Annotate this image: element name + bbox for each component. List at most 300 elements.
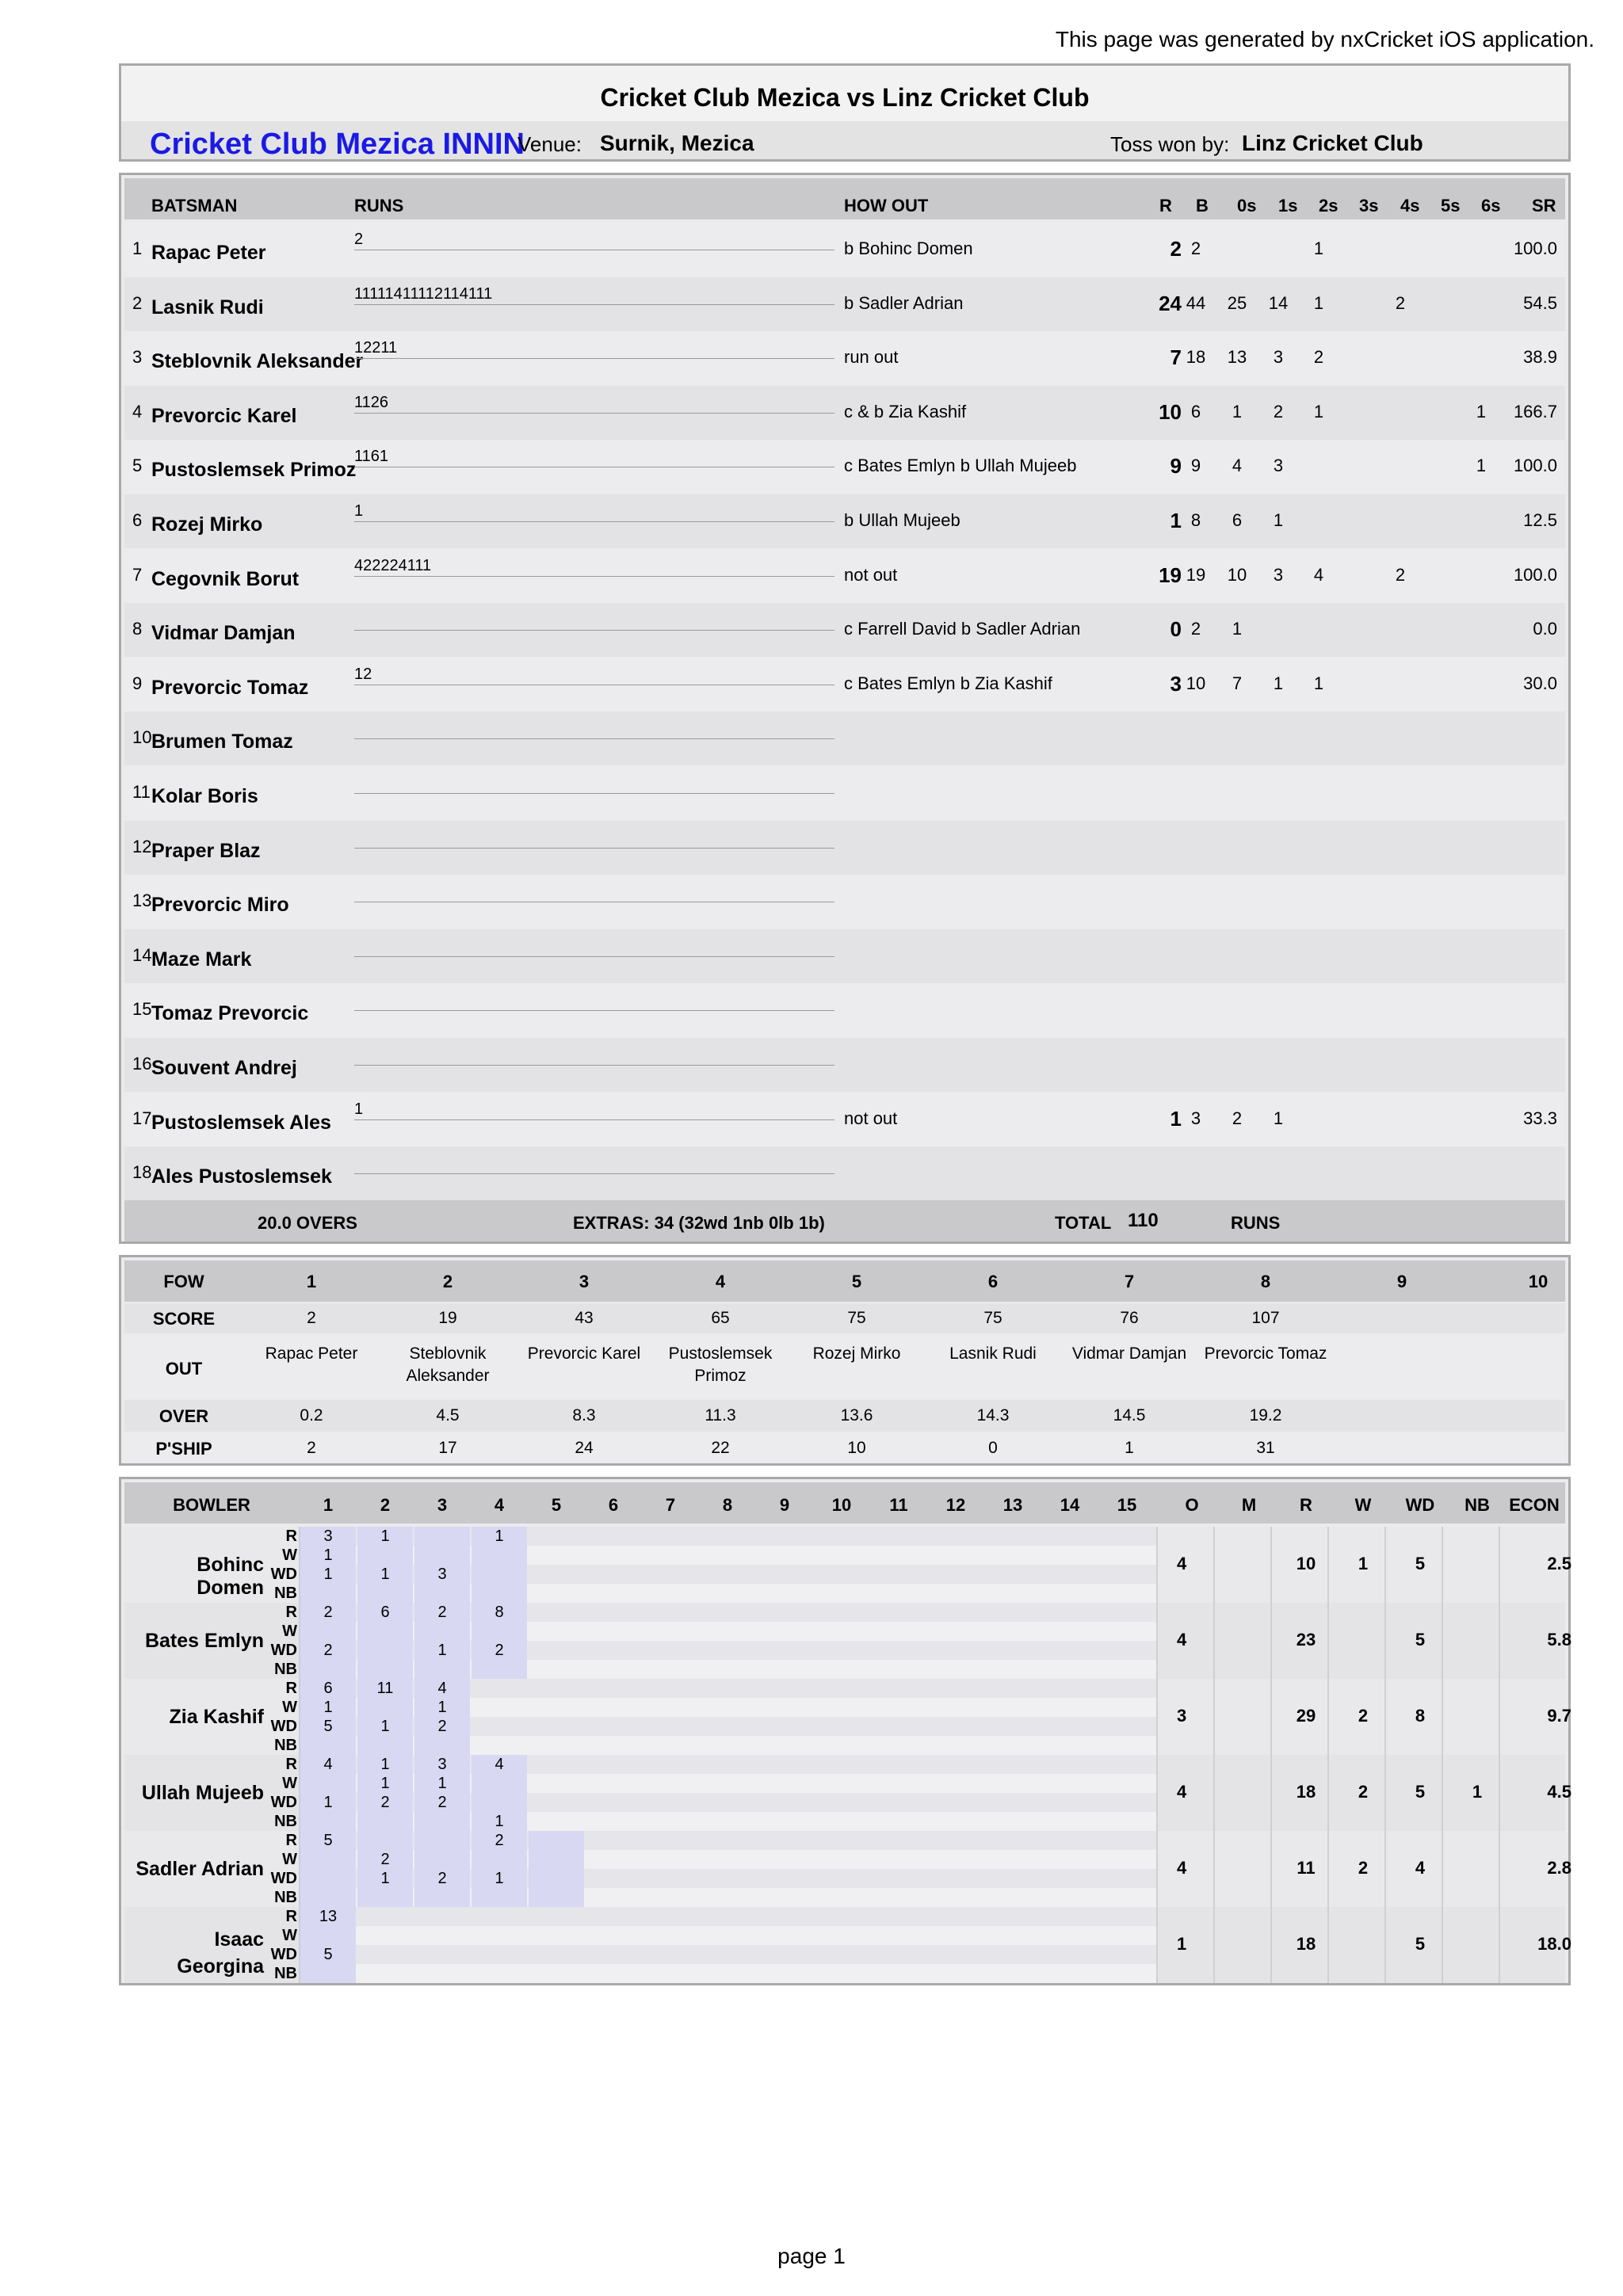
bowling-header-cell: BOWLER [173,1495,250,1515]
batsman-name: Rozej Mirko [151,513,263,536]
sub-row-stripe [300,1945,1158,1964]
over-row [124,1400,1565,1432]
over-cell-wd: 1 [380,1718,390,1735]
out-row [124,1335,1565,1398]
batting-row [124,494,1565,548]
batting-row [124,549,1565,603]
over-cell-w: 1 [323,1547,333,1564]
venue-value: Surnik, Mezica [600,131,754,155]
batting-row [124,875,1565,929]
fow-pship-cell: 22 [711,1439,730,1457]
batsman-number: 12 [132,836,152,856]
header-batsman: BATSMAN [151,196,238,215]
batting-header-row [124,178,1565,219]
bowler-block [124,1755,1571,1831]
bowler-total-r: 11 [1296,1858,1316,1878]
fow-wickets-cell: 7 [1124,1272,1135,1291]
fow-label-score: SCORE [152,1309,216,1329]
batting-card [119,173,1571,1244]
stat-s1: 1 [1273,510,1284,530]
runs-line [354,358,834,359]
stat-b: 2 [1190,619,1201,639]
bowler-block [124,1907,1571,1983]
over-cell-r: 6 [380,1604,390,1621]
bowling-header-cell: 8 [722,1495,733,1515]
stat-b: 19 [1186,564,1206,585]
fow-score-cell: 107 [1251,1309,1280,1327]
strike-rate: 166.7 [1513,401,1557,421]
bowler-total-econ: 18.0 [1537,1934,1571,1954]
bowler-total-w: 2 [1358,1782,1369,1802]
sub-label-nb: NB [274,1585,297,1602]
runs-sequence: 1126 [354,393,389,411]
bowler-name: Ullah Mujeeb [141,1782,264,1804]
batsman-number: 18 [132,1162,152,1183]
batsman-runs: 19 [1159,563,1182,587]
batsman-name: Kolar Boris [151,785,258,807]
column-separator [1156,1527,1158,1983]
bowler-total-o: 4 [1177,1782,1187,1802]
header-5s: 5s [1441,196,1461,215]
bowler-total-o: 4 [1177,1554,1187,1573]
bowler-block [124,1527,1571,1603]
how-out: b Sadler Adrian [844,292,964,313]
stat-s1: 1 [1273,673,1284,693]
bowling-header-cell: ECON [1509,1495,1560,1515]
fow-pship-cell: 0 [988,1439,998,1457]
sub-label-w: W [282,1623,297,1640]
over-cell-r: 1 [380,1756,390,1773]
over-highlight [414,1527,470,1603]
batsman-name: Praper Blaz [151,839,261,862]
stat-s2: 2 [1313,347,1324,368]
fow-out-cell: Lasnik Rudi [949,1344,1037,1363]
bowler-total-r: 18 [1296,1782,1316,1802]
strike-rate: 30.0 [1523,673,1557,693]
stat-s1: 3 [1273,347,1284,368]
over-cell-wd: 2 [437,1870,447,1887]
sub-label-wd: WD [270,1870,297,1887]
batsman-number: 14 [132,944,152,965]
runs-line [354,630,834,631]
innings-team: Cricket Club Mezica INNIN [150,128,525,161]
toss-winner: Linz Cricket Club [1242,131,1423,155]
batting-row [124,277,1565,331]
bowler-block [124,1831,1571,1907]
bowler-total-o: 3 [1177,1706,1187,1726]
over-cell-wd: 1 [323,1566,333,1583]
fow-pship-cell: 1 [1125,1439,1134,1457]
fow-label-fow: FOW [163,1272,204,1291]
strike-rate: 38.9 [1523,347,1557,368]
batsman-number: 13 [132,891,152,911]
stat-s6: 1 [1476,401,1487,421]
batting-row [124,766,1565,820]
bowling-header-cell: 11 [889,1495,908,1515]
fow-over-cell: 13.6 [840,1406,873,1425]
how-out: run out [844,347,899,368]
batsman-name: Prevorcic Miro [151,894,289,917]
batsman-name: Prevorcic Karel [151,404,297,427]
how-out: c Bates Emlyn b Zia Kashif [844,673,1052,693]
stat-s0: 25 [1227,292,1247,313]
batsman-number: 5 [132,456,143,476]
fow-row [124,1261,1565,1302]
runs-line [354,1065,834,1066]
over-cell-r: 8 [495,1604,504,1621]
stat-s0: 1 [1232,401,1243,421]
fow-score-cell: 43 [575,1309,594,1327]
sub-label-wd: WD [270,1794,297,1811]
batsman-runs: 24 [1159,291,1182,315]
header-1s: 1s [1278,196,1298,215]
bowler-block [124,1603,1571,1679]
over-cell-wd: 2 [437,1794,447,1811]
strike-rate: 33.3 [1523,1108,1557,1128]
batsman-number: 11 [132,782,151,802]
fow-over-cell: 4.5 [436,1406,460,1425]
fow-out-cell: Prevorcic Karel [527,1344,641,1363]
batsman-name: Brumen Tomaz [151,730,293,753]
over-cell-r: 13 [319,1908,338,1925]
stat-b: 18 [1186,347,1206,368]
header-4s: 4s [1400,196,1420,215]
batsman-runs: 7 [1170,345,1182,370]
over-highlight [357,1831,413,1907]
sub-label-wd: WD [270,1946,297,1963]
over-cell-r: 4 [323,1756,333,1773]
fow-wickets-cell: 10 [1528,1272,1549,1291]
over-cell-w: 1 [323,1699,333,1716]
fow-score-cell: 2 [307,1309,316,1327]
stat-s4: 2 [1395,292,1406,313]
batting-row [124,711,1565,765]
fow-pship-cell: 31 [1256,1439,1275,1457]
over-cell-wd: 1 [380,1870,390,1887]
header-sr: SR [1532,196,1556,215]
over-cell-r: 3 [323,1527,333,1545]
over-cell-wd: 1 [437,1642,447,1659]
stat-b: 3 [1190,1108,1201,1128]
batting-row [124,1038,1565,1092]
batsman-name: Ales Pustoslemsek [151,1165,332,1188]
batting-row [124,440,1565,494]
runs-line [354,304,834,305]
batsman-number: 1 [132,238,143,258]
sub-label-wd: WD [270,1642,297,1659]
how-out: b Bohinc Domen [844,238,973,258]
batsman-runs: 0 [1170,617,1182,642]
bowler-name: Bates Emlyn [144,1630,264,1652]
fow-wickets-cell: 1 [306,1272,317,1291]
over-cell-w: 1 [380,1775,390,1792]
bowling-header-cell: 4 [494,1495,505,1515]
fow-over-cell: 11.3 [705,1406,736,1425]
over-cell-wd: 1 [495,1870,504,1887]
over-cell-r: 3 [437,1756,447,1773]
total-runs: 110 [1128,1210,1159,1231]
fow-over-cell: 8.3 [572,1406,596,1425]
sub-label-nb: NB [274,1965,297,1982]
runs-sequence: 1 [354,502,364,520]
over-cell-r: 1 [495,1527,504,1545]
runs-sequence: 12 [354,665,372,683]
column-separator [1442,1527,1443,1983]
runs-line [354,1119,834,1120]
bowler-total-wd: 8 [1415,1706,1426,1726]
over-cell-nb: 1 [495,1813,504,1830]
header-how-out: HOW OUT [844,196,929,215]
bowling-header-cell: W [1354,1495,1372,1515]
sub-label-w: W [282,1851,297,1868]
over-cell-wd: 2 [495,1642,504,1659]
batsman-name: Pustoslemsek Primoz [151,459,357,482]
bowler-total-w: 2 [1358,1706,1369,1726]
header-r: R [1159,196,1172,215]
stat-s0: 4 [1232,456,1243,476]
bowling-header-cell: 10 [831,1495,852,1515]
stat-s2: 1 [1313,292,1324,313]
over-cell-r: 4 [437,1680,447,1697]
strike-rate: 100.0 [1513,456,1557,476]
batsman-name: Rapac Peter [151,242,266,264]
batsman-runs: 1 [1170,1106,1182,1131]
bowler-total-r: 29 [1296,1706,1316,1726]
over-cell-wd: 1 [380,1566,390,1583]
over-cell-wd: 5 [323,1946,333,1963]
bowling-header-cell: 13 [1002,1495,1023,1515]
runs-line [354,956,834,957]
bowler-total-r: 18 [1296,1934,1316,1954]
batsman-number: 4 [132,401,143,421]
bowler-total-r: 10 [1296,1554,1316,1573]
runs-sequence: 1 [354,1100,364,1118]
batsman-number: 6 [132,510,143,530]
fow-wickets-cell: 4 [715,1272,726,1291]
over-cell-wd: 2 [323,1642,333,1659]
fow-out-cell: Vidmar Damjan [1071,1344,1187,1363]
fow-over-cell: 14.5 [1113,1406,1146,1425]
batting-row [124,223,1565,277]
over-highlight [414,1831,470,1907]
fow-over-cell: 14.3 [976,1406,1010,1425]
column-separator [1499,1527,1500,1983]
runs-line [354,738,834,739]
batsman-number: 2 [132,292,143,313]
strike-rate: 54.5 [1523,292,1557,313]
header-runs: RUNS [354,196,404,215]
strike-rate: 0.0 [1533,619,1557,639]
fow-score-cell: 19 [438,1309,457,1327]
bowler-total-o: 4 [1177,1858,1187,1878]
bowler-name: Sadler Adrian [136,1858,264,1880]
stat-b: 10 [1186,673,1206,693]
runs-line [354,413,834,414]
sub-label-wd: WD [270,1718,297,1735]
bowler-total-econ: 2.5 [1547,1554,1571,1573]
match-title: Cricket Club Mezica vs Linz Cricket Club [600,83,1090,112]
over-cell-r: 5 [323,1832,333,1849]
column-separator [1270,1527,1272,1983]
batting-footer [124,1200,1565,1241]
page-number: page 1 [777,2244,846,2268]
batsman-name: Souvent Andrej [151,1057,297,1079]
runs-line [354,793,834,794]
batsman-name: Steblovnik Aleksander [151,350,364,373]
runs-sequence: 422224111 [354,556,432,574]
sub-label-w: W [282,1775,297,1792]
sub-label-r: R [285,1832,297,1849]
over-cell-r: 2 [437,1604,447,1621]
fow-wickets-cell: 2 [442,1272,453,1291]
sub-label-nb: NB [274,1661,297,1678]
batting-row [124,603,1565,657]
batsman-number: 10 [132,727,152,748]
generator-note: This page was generated by nxCricket iOS application. [1055,27,1594,51]
bowler-block [124,1679,1571,1755]
over-cell-r: 4 [495,1756,504,1773]
column-separator [1327,1527,1329,1983]
bowler-total-o: 4 [1177,1630,1187,1650]
stat-b: 44 [1186,292,1206,313]
runs-line [354,848,834,849]
header-b: B [1196,196,1209,215]
column-separator [299,1527,300,1983]
strike-rate: 100.0 [1513,238,1557,258]
over-cell-w: 1 [437,1775,447,1792]
batting-row [124,331,1565,385]
over-highlight [529,1831,584,1907]
bowling-header-cell: 7 [665,1495,676,1515]
batsman-name: Cegovnik Borut [151,567,300,590]
batsman-runs: 1 [1170,509,1182,532]
toss-label: Toss won by: [1110,132,1230,156]
sub-label-nb: NB [274,1737,297,1754]
fow-over-cell: 19.2 [1249,1406,1282,1425]
batsman-name: Maze Mark [151,948,252,971]
over-cell-r: 1 [380,1527,390,1545]
stat-b: 6 [1190,401,1201,421]
over-cell-r: 2 [323,1604,333,1621]
how-out: c & b Zia Kashif [844,401,967,421]
bowler-name: Zia Kashif [169,1706,264,1728]
fow-out-cell: Steblovnik Aleksander [406,1344,490,1385]
bowler-total-nb: 1 [1472,1782,1483,1802]
stat-s1: 3 [1273,456,1284,476]
score-row [124,1303,1565,1333]
runs-line [354,1173,834,1174]
stat-s1: 1 [1273,1108,1284,1128]
runs-line [354,576,834,577]
sub-label-w: W [282,1547,297,1564]
fow-label-pship: P'SHIP [155,1439,212,1459]
over-cell-w: 1 [437,1699,447,1716]
bowling-header-cell: R [1300,1495,1312,1515]
stat-b: 2 [1190,238,1201,258]
stat-s6: 1 [1476,456,1487,476]
over-cell-r: 2 [495,1832,504,1849]
bowling-header-cell: 1 [323,1495,334,1515]
batsman-number: 16 [132,1054,152,1074]
header-3s: 3s [1359,196,1379,215]
fow-label-out: OUT [165,1359,203,1379]
stat-s0: 1 [1232,619,1243,639]
batsman-name: Vidmar Damjan [151,622,296,645]
header-6s: 6s [1481,196,1501,215]
over-cell-w: 2 [380,1851,390,1868]
batting-row [124,929,1565,983]
bowler-total-econ: 4.5 [1547,1782,1571,1802]
bowling-header-cell: 6 [608,1495,619,1515]
sub-row-stripe [300,1926,1158,1945]
bowler-total-wd: 5 [1415,1630,1426,1650]
fow-score-cell: 65 [711,1309,730,1327]
fow-wickets-cell: 9 [1396,1272,1407,1291]
stat-b: 8 [1190,510,1201,530]
over-cell-wd: 2 [380,1794,390,1811]
runs-sequence: 2 [354,231,364,248]
runs-line [354,521,834,522]
bowler-total-r: 23 [1296,1630,1316,1650]
sub-label-r: R [285,1604,297,1621]
bowling-card [119,1477,1571,1985]
over-cell-wd: 1 [323,1794,333,1811]
fow-score-cell: 76 [1120,1309,1139,1327]
bowling-header-cell: 5 [551,1495,562,1515]
bowling-header-cell: NB [1465,1495,1490,1515]
stat-s1: 3 [1273,564,1284,585]
stat-s2: 4 [1313,564,1324,585]
bowler-name: Bohinc Domen [197,1554,264,1599]
pship-row [124,1433,1565,1463]
extras-summary: EXTRAS: 34 (32wd 1nb 0lb 1b) [573,1213,825,1233]
bowler-total-o: 1 [1177,1934,1187,1954]
how-out: c Bates Emlyn b Ullah Mujeeb [844,456,1077,476]
stat-s1: 2 [1273,401,1284,421]
fow-wickets-cell: 6 [987,1272,999,1291]
bowling-header-cell: 2 [380,1495,391,1515]
batting-row [124,658,1565,711]
total-label: TOTAL [1055,1213,1112,1233]
sub-row-stripe [300,1964,1158,1983]
batsman-number: 7 [132,564,143,585]
batsman-runs: 9 [1170,454,1182,479]
bowling-header-cell: 12 [945,1495,966,1515]
bowler-total-econ: 9.7 [1547,1706,1571,1726]
header-0s: 0s [1237,196,1257,215]
venue-label: Venue: [517,132,582,156]
sub-label-nb: NB [274,1889,297,1906]
bowling-header-cell: 3 [437,1495,448,1515]
batsman-name: Prevorcic Tomaz [151,676,309,699]
sub-label-nb: NB [274,1813,297,1830]
sub-label-r: R [285,1908,297,1925]
stat-s2: 1 [1313,401,1324,421]
runs-sequence: 11111411112114111 [354,284,493,303]
stat-s1: 14 [1268,292,1289,313]
fow-score-cell: 75 [983,1309,1002,1327]
fow-out-cell: Rozej Mirko [812,1344,901,1363]
strike-rate: 100.0 [1513,564,1557,585]
how-out: not out [844,564,898,585]
fow-wickets-cell: 8 [1260,1272,1271,1291]
bowling-header-cell: 14 [1060,1495,1080,1515]
stat-s2: 1 [1313,673,1324,693]
bowler-total-wd: 5 [1415,1934,1426,1954]
batsman-number: 17 [132,1108,152,1128]
how-out: c Farrell David b Sadler Adrian [844,619,1081,639]
fow-over-cell: 0.2 [300,1406,323,1425]
